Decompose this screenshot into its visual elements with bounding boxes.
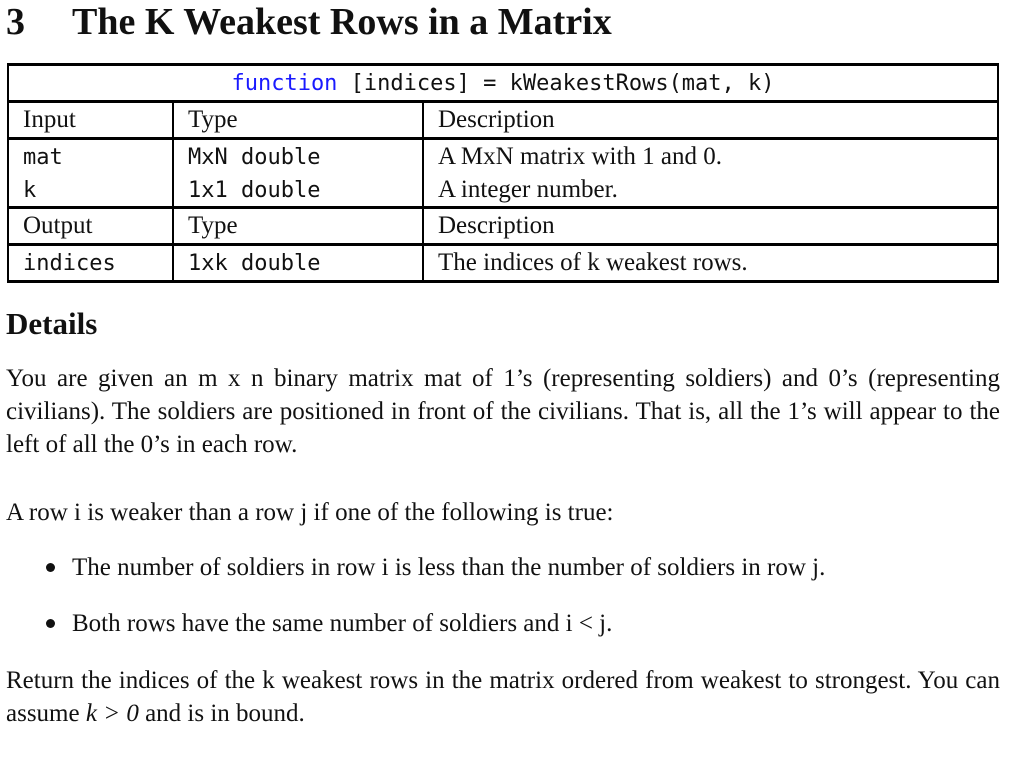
list-item-text: Both rows have the same number of soldiers and i < j. <box>72 610 613 637</box>
section-number: 3 <box>6 1 25 43</box>
bullet-icon <box>46 563 55 572</box>
paragraph-text: and is in bound. <box>138 700 305 727</box>
table-row <box>8 245 998 282</box>
input-type: 1x1 double <box>173 174 423 208</box>
output-name: indices <box>8 245 173 282</box>
section-title: The K Weakest Rows in a Matrix <box>72 1 612 43</box>
function-spec-table <box>7 63 999 283</box>
input-name: mat <box>8 139 173 175</box>
bullet-icon <box>46 619 55 628</box>
table-row <box>8 174 998 208</box>
function-signature <box>8 65 998 102</box>
list-item <box>46 551 825 584</box>
list-item <box>46 607 825 640</box>
input-desc: A MxN matrix with 1 and 0. <box>423 139 998 175</box>
input-header-row <box>8 102 998 139</box>
input-desc: A integer number. <box>423 174 998 208</box>
input-header-type: Type <box>173 102 423 139</box>
output-type: 1xk double <box>173 245 423 282</box>
signature-row <box>8 65 998 102</box>
math-expression: k > 0 <box>85 700 139 727</box>
list-item-text: The number of soldiers in row i is less than the number of soldiers in row j. <box>72 554 826 581</box>
output-header-row <box>8 208 998 245</box>
input-header-desc: Description <box>423 102 998 139</box>
output-header-name: Output <box>8 208 173 245</box>
details-paragraph-1: You are given an m x n binary matrix mat of 1’s (representing soldiers) and 0’s (representing civilians). The soldiers are positioned in front of the civilians. That is, all the 1’s will appear to the left of all the 0’s in each row. <box>6 365 1000 458</box>
input-type: MxN double <box>173 139 423 175</box>
output-header-desc: Description <box>423 208 998 245</box>
section-heading <box>6 0 612 44</box>
details-heading: Details <box>6 306 98 341</box>
output-header-type: Type <box>173 208 423 245</box>
input-name: k <box>8 174 173 208</box>
paragraph-text: Return the indices of the k weakest rows in the matrix ordered from weakest to strongest. You can assume <box>6 667 1000 727</box>
details-paragraph-2: A row i is weaker than a row j if one of the following is true: <box>6 499 614 526</box>
signature-text: [indices] = kWeakestRows(mat, k) <box>337 70 775 96</box>
table-row <box>8 139 998 175</box>
function-keyword: function <box>231 70 338 96</box>
input-header-name: Input <box>8 102 173 139</box>
output-desc: The indices of k weakest rows. <box>423 245 998 282</box>
conditions-list <box>46 551 825 640</box>
details-paragraph-3 <box>6 664 1000 730</box>
